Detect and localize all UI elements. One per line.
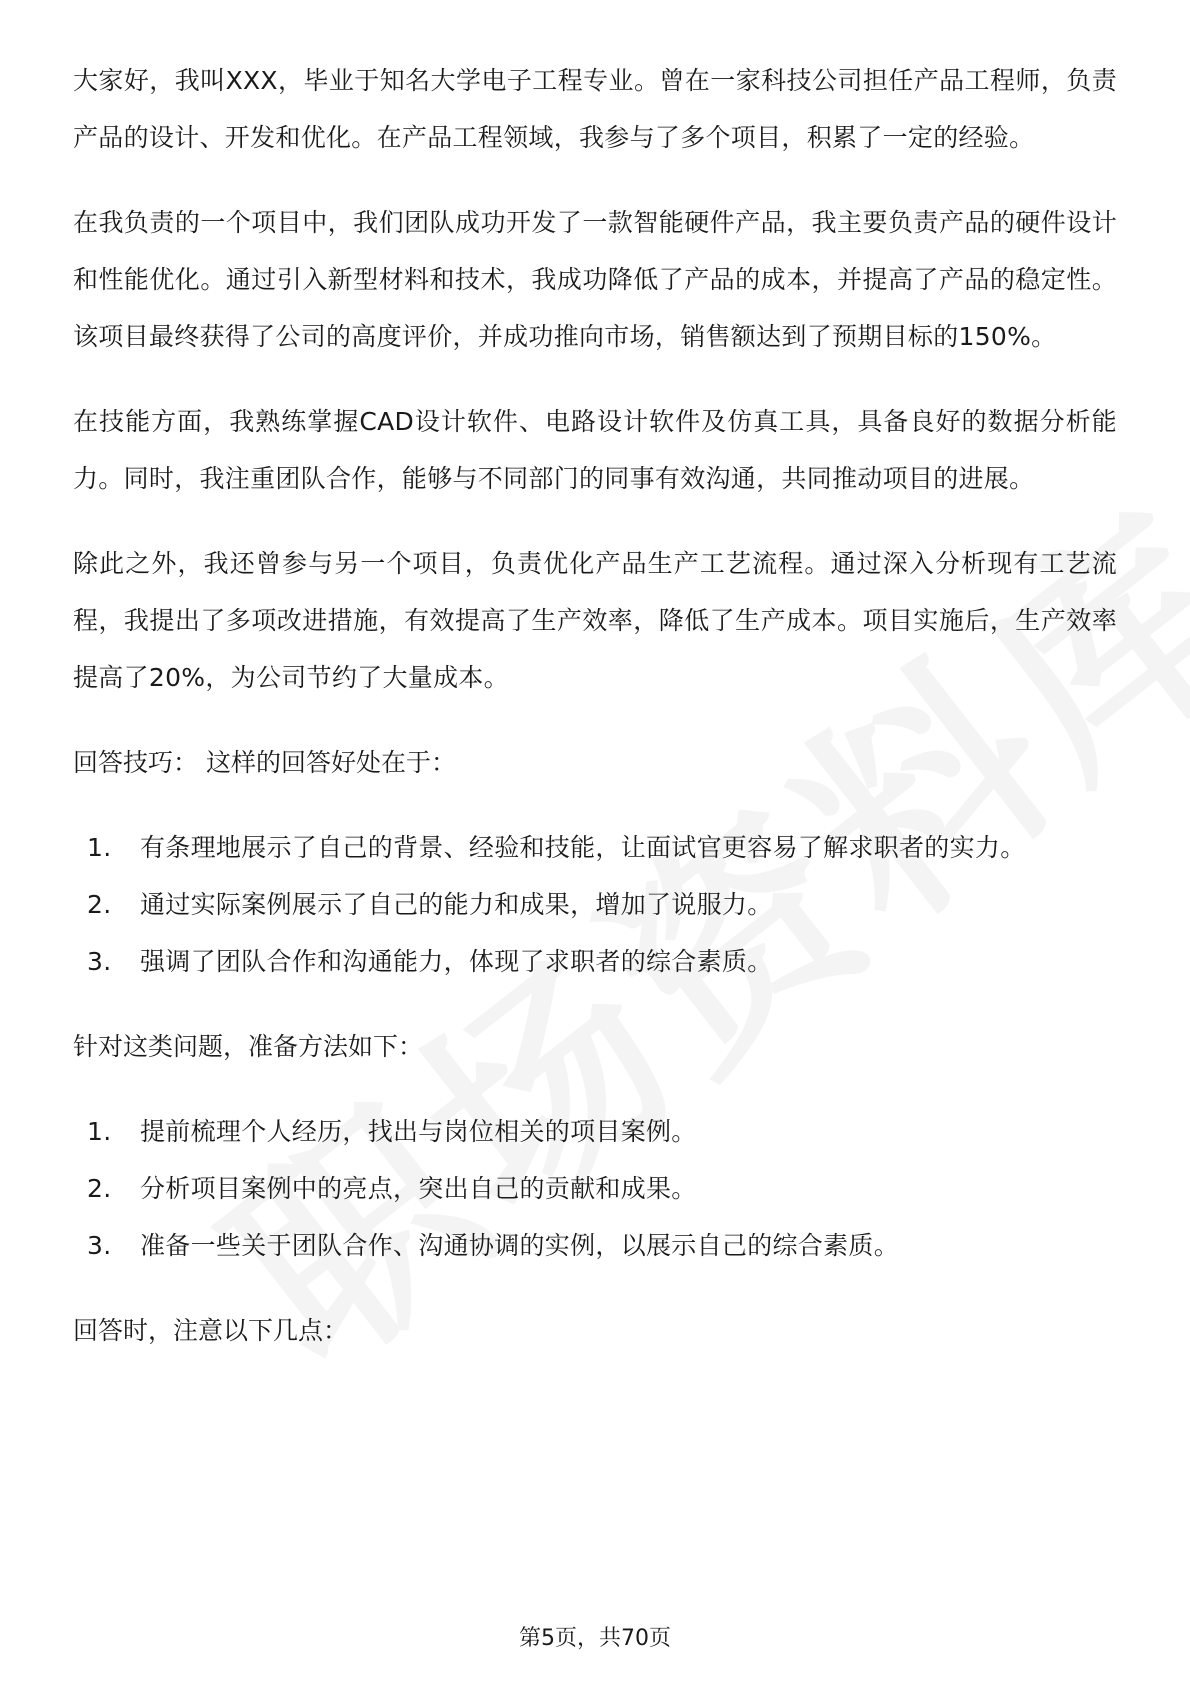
list-text: 通过实际案例展示了自己的能力和成果，增加了说服力。 <box>140 890 773 919</box>
list-item <box>87 1103 1117 1160</box>
list-number: 2. <box>87 890 112 919</box>
list-item <box>87 1217 1117 1274</box>
document-body <box>73 52 1117 1387</box>
list-number: 2. <box>87 1174 112 1203</box>
list-text: 分析项目案例中的亮点，突出自己的贡献和成果。 <box>140 1174 697 1203</box>
paragraph-process: 除此之外，我还曾参与另一个项目，负责优化产品生产工艺流程。通过深入分析现有工艺流程，我提出了多项改进措施，有效提高了生产效率，降低了生产成本。项目实施后，生产效率提高了20%，为公司节约了大量成本。 <box>73 549 1117 692</box>
list-number: 3. <box>87 947 112 976</box>
list-item <box>87 876 1117 933</box>
tips-list <box>73 819 1117 990</box>
paragraph-project: 在我负责的一个项目中，我们团队成功开发了一款智能硬件产品，我主要负责产品的硬件设计和性能优化。通过引入新型材料和技术，我成功降低了产品的成本，并提高了产品的稳定性。该项目最终获得了公司的高度评价，并成功推向市场，销售额达到了预期目标的150%。 <box>73 208 1117 351</box>
list-number: 1. <box>87 1117 112 1146</box>
list-item <box>87 819 1117 876</box>
list-item <box>87 1160 1117 1217</box>
prep-list <box>73 1103 1117 1274</box>
list-item <box>87 933 1117 990</box>
paragraph-intro: 大家好，我叫XXX，毕业于知名大学电子工程专业。曾在一家科技公司担任产品工程师，负责产品的设计、开发和优化。在产品工程领域，我参与了多个项目，积累了一定的经验。 <box>73 66 1117 152</box>
notes-heading: 回答时，注意以下几点： <box>73 1316 349 1345</box>
paragraph-skills: 在技能方面，我熟练掌握CAD设计软件、电路设计软件及仿真工具，具备良好的数据分析能力。同时，我注重团队合作，能够与不同部门的同事有效沟通，共同推动项目的进展。 <box>73 407 1117 493</box>
list-number: 1. <box>87 833 112 862</box>
tips-heading: 回答技巧： 这样的回答好处在于： <box>73 748 456 777</box>
list-number: 3. <box>87 1231 112 1260</box>
page-footer: 第5页，共70页 <box>519 1626 671 1651</box>
list-text: 有条理地展示了自己的背景、经验和技能，让面试官更容易了解求职者的实力。 <box>140 833 1026 862</box>
list-text: 强调了团队合作和沟通能力，体现了求职者的综合素质。 <box>140 947 773 976</box>
list-text: 提前梳理个人经历，找出与岗位相关的项目案例。 <box>140 1117 697 1146</box>
list-text: 准备一些关于团队合作、沟通协调的实例，以展示自己的综合素质。 <box>140 1231 900 1260</box>
prep-heading: 针对这类问题，准备方法如下： <box>73 1032 424 1061</box>
